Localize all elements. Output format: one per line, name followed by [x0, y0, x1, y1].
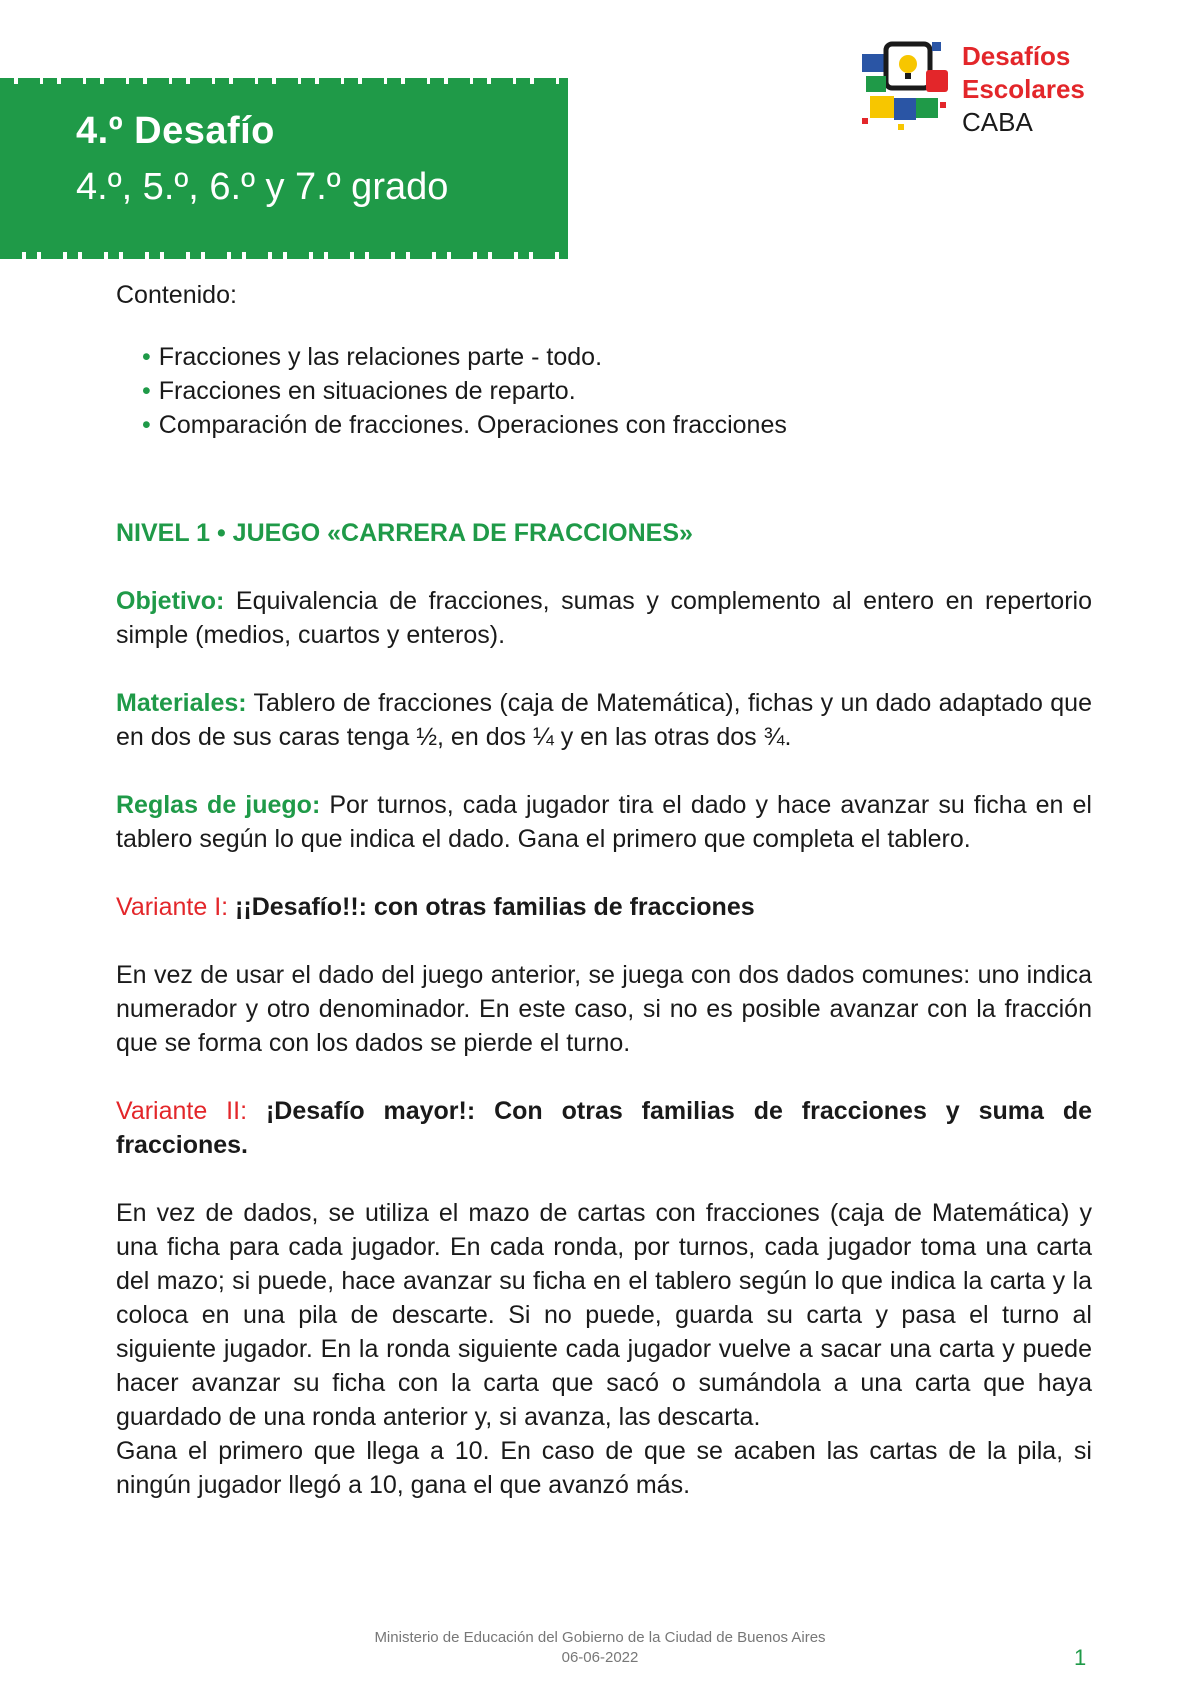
level-title: NIVEL 1 • JUEGO «CARRERA DE FRACCIONES»	[116, 519, 693, 547]
logo-line-1: Desafíos	[962, 41, 1071, 71]
materiales-paragraph	[116, 686, 1092, 754]
objetivo-paragraph	[116, 584, 1092, 652]
list-item	[142, 340, 1092, 374]
footer-ministry: Ministerio de Educación del Gobierno de la Ciudad de Buenos Aires	[374, 1629, 826, 1646]
header-banner	[0, 84, 568, 252]
variante-1-text: En vez de usar el dado del juego anterior, se juega con dos dados comunes: uno indica numerador y otro denominador. En este caso, si no es posible avanzar con la fracción que se forma con los dados se pierde el turno.	[116, 961, 1092, 1057]
variante-2-title: ¡Desafío mayor!: Con otras familias de fracciones y suma de fracciones.	[116, 1097, 1093, 1159]
variante-1-heading	[116, 890, 1092, 924]
list-item	[142, 374, 1092, 408]
variante-2-heading	[116, 1094, 1092, 1162]
logo-line-2: Escolares	[962, 74, 1085, 104]
bullet-icon: •	[142, 411, 151, 439]
reglas-paragraph	[116, 788, 1092, 856]
page-title: 4.º Desafío	[76, 110, 275, 152]
document-body	[116, 278, 1092, 1502]
reglas-text: Por turnos, cada jugador tira el dado y hace avanzar su ficha en el tablero según lo que indica el dado. Gana el primero que completa el tablero.	[116, 791, 1092, 853]
objetivo-label: Objetivo:	[116, 587, 225, 615]
variante-1-title: ¡¡Desafío!!: con otras familias de fracciones	[228, 893, 755, 921]
logo-icon	[860, 40, 960, 132]
footer-date: 06-06-2022	[561, 1649, 639, 1666]
list-item	[142, 408, 1092, 442]
desafios-escolares-logo	[860, 40, 1100, 140]
variante-2-text-2: Gana el primero que llega a 10. En caso de que se acaben las cartas de la pila, si ningún jugador llegó a 10, gana el que avanzó más.	[116, 1437, 1092, 1499]
logo-text	[962, 40, 1085, 139]
bullet-icon: •	[142, 343, 151, 371]
list-item-text: Fracciones en situaciones de reparto.	[158, 377, 576, 405]
objetivo-text: Equivalencia de fracciones, sumas y complemento al entero en repertorio simple (medios, cuartos y enteros).	[116, 587, 1092, 649]
bullet-icon: •	[142, 377, 151, 405]
page-subtitle: 4.º, 5.º, 6.º y 7.º grado	[76, 166, 449, 208]
materiales-text: Tablero de fracciones (caja de Matemática), fichas y un dado adaptado que en dos de sus caras tenga ½, en dos ¼ y en las otras dos ¾.	[116, 689, 1092, 751]
contenido-heading: Contenido:	[116, 281, 237, 309]
list-item-text: Comparación de fracciones. Operaciones con fracciones	[158, 411, 787, 439]
logo-line-3: CABA	[962, 107, 1033, 137]
variante-1-label: Variante I:	[116, 893, 229, 921]
contenido-list	[142, 340, 1092, 442]
materiales-label: Materiales:	[116, 689, 247, 717]
variante-2-text: En vez de dados, se utiliza el mazo de cartas con fracciones (caja de Matemática) y una ficha para cada jugador. En cada ronda, por turnos, cada jugador toma una carta del mazo; si puede, hace avanzar su ficha en el tablero según lo que indica la carta y la coloca en una pila de descarte. Si no puede, guarda su carta y pasa el turno al siguiente jugador. En la ronda siguiente cada jugador vuelve a sacar una carta y puede hacer avanzar su ficha con la carta que sacó o sumándola a una carta que haya guardado de una ronda anterior y, si avanza, las descarta.	[116, 1199, 1092, 1431]
reglas-label: Reglas de juego:	[116, 791, 321, 819]
page-number: 1	[1074, 1645, 1087, 1670]
list-item-text: Fracciones y las relaciones parte - todo.	[158, 343, 603, 371]
variante-2-label: Variante II:	[116, 1097, 248, 1125]
